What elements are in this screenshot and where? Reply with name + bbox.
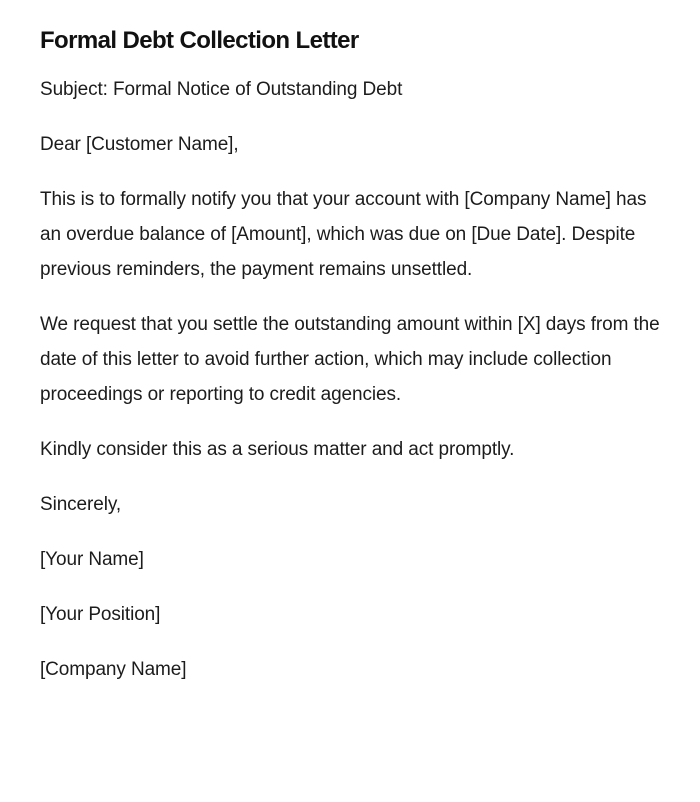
signature-name: [Your Name] [40,549,144,570]
body-paragraph-overdue-notice: This is to formally notify you that your account with [Company Name] has an overdue balance of [Amount], which was due on [Due Date]. Despite previous reminders, the payment remains unsettled. [40,189,647,280]
signature-position: [Your Position] [40,604,161,625]
document-title: Formal Debt Collection Letter [40,27,359,54]
closing: Sincerely, [40,494,122,515]
signature-company: [Company Name] [40,659,187,680]
salutation: Dear [Customer Name], [40,134,239,155]
body-paragraph-closing-remark: Kindly consider this as a serious matter and act promptly. [40,439,515,460]
subject-line: Subject: Formal Notice of Outstanding Debt [40,79,403,100]
body-paragraph-settlement-request: We request that you settle the outstanding amount within [X] days from the date of this letter to avoid further action, which may include collection proceedings or reporting to credit agencies. [40,314,660,405]
